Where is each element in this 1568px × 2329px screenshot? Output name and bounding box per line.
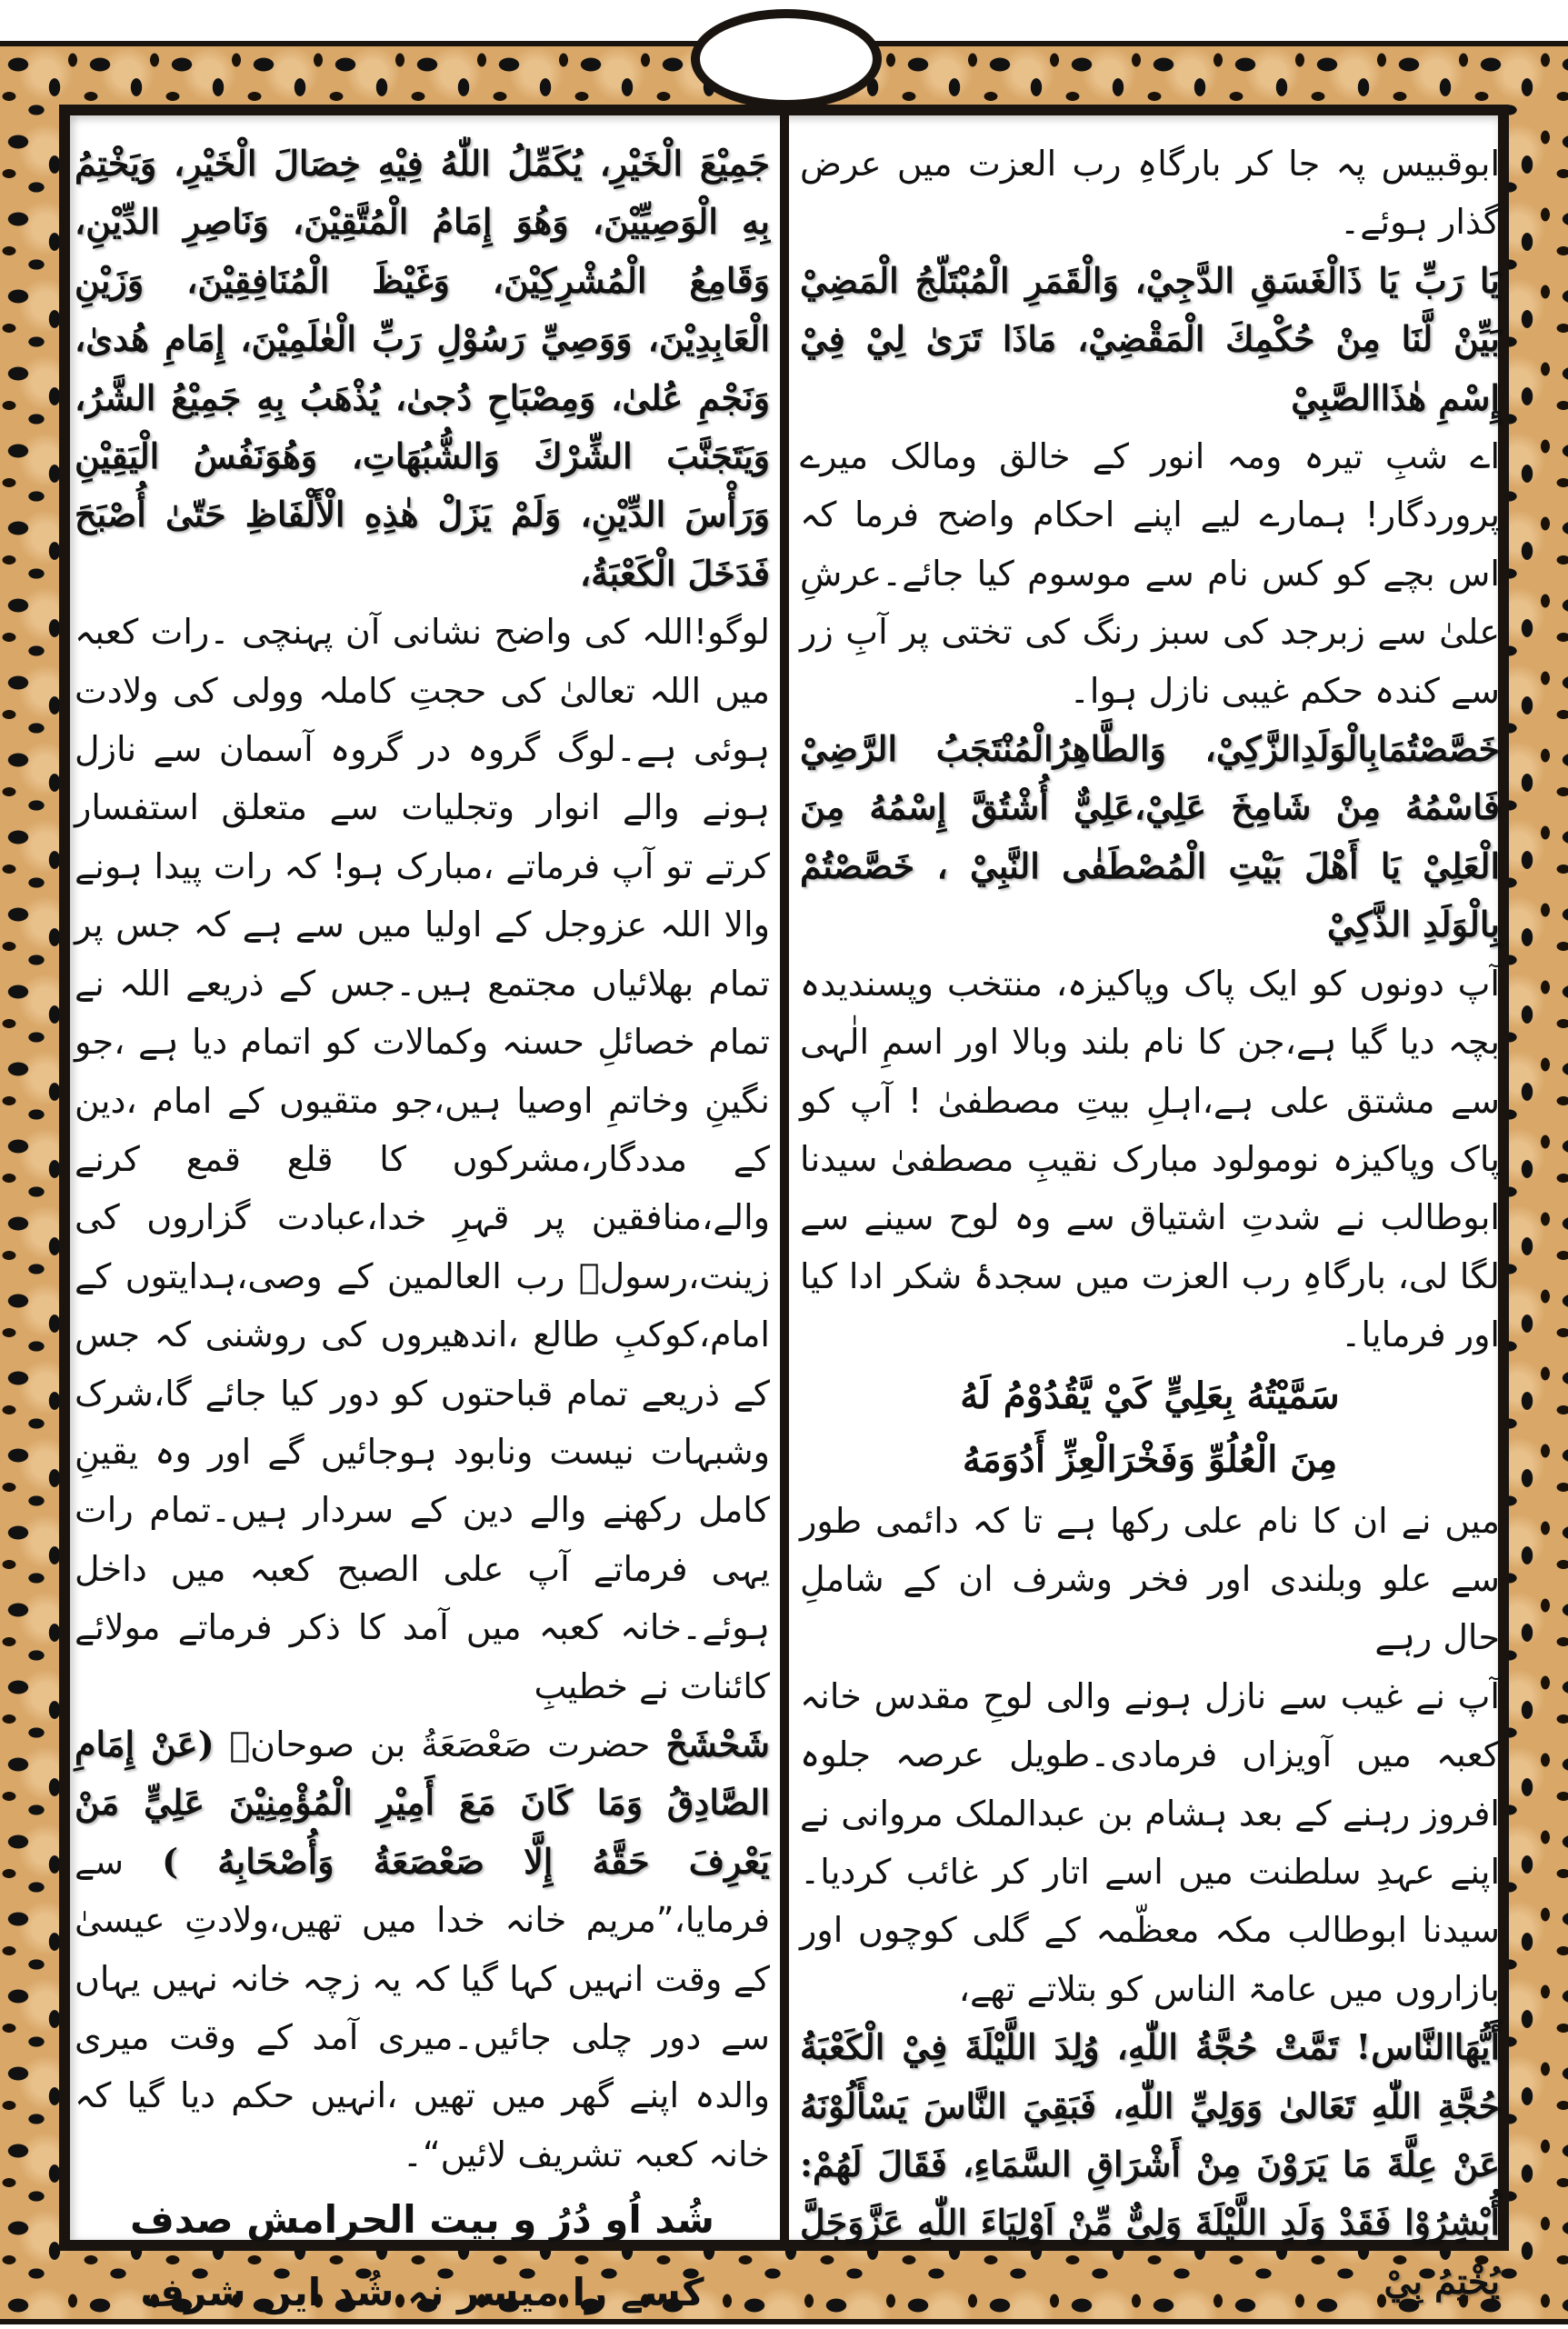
left-arabic-title: شَحْشَحْ (665, 1723, 771, 1764)
right-paragraph-4: میں نے ان کا نام علی رکھا ہے تا کہ دائمی طور سے علو وبلندی اور فخر وشرف ان کے شاملِ حال رہے (800, 1500, 1500, 1658)
right-column (800, 135, 1500, 2311)
right-paragraph-1: ابوقبیس پہ جا کر بارگاہِ رب العزت میں عرض گذار ہوئے۔ (800, 144, 1500, 243)
left-arabic-narration: (عَنْ إِمَامِ الصَّادِقُ وَمَا كَانَ مَعَ أَمِيْرِ الْمُؤْمِنِيْنَ عَلِيٍّ مَنْ يَعْرِفَ حَقَّهُ إِلَّا صَعْصَعَةُ وَأُصْحَابِهُ ) (75, 1723, 770, 1882)
right-verse-line-2: مِنَ الْعُلُوِّ وَفَخْرَالْعِزِّ أَدُوَمَهُ (962, 1437, 1338, 1481)
left-name-sasaa: حضرت صَعْصَعَةُ بن صوحانؓ (229, 1724, 666, 1764)
left-paragraph-1: لوگو!اللہ کی واضح نشانی آن پہنچی ۔رات کعبہ میں اللہ تعالیٰ کی حجتِ کاملہ وولی کی ولادت ہوئی ہے۔لوگ گروہ در گروہ آسمان سے نازل ہونے والے انوار وتجلیات سے متعلق استفسار کرتے تو آپ فرماتے ،مبارک ہو! کہ رات پیدا ہونے والا اللہ عزوجل کے اولیا میں سے ہے کہ جس پر تمام بھلائیاں مجتمع ہیں۔جس کے ذریعے اللہ نے تمام خصائلِ حسنہ وکمالات کو اتمام دیا ہے ،جو نگینِ وخاتمِ اوصیا ہیں،جو متقیوں کے امام ،دین کے مددگار،مشرکوں کا قلع قمع کرنے والے،منافقین پر قہرِ خدا،عبادت گزاروں کی زینت،رسولؐ رب العالمین کے وصی،ہدایتوں کے امام،کوکبِ طالع ،اندھیروں کی روشنی کہ جس کے ذریعے تمام قباحتوں کو دور کیا جائے گا،شرک وشبہات نیست ونابود ہوجائیں گے اور وہ یقینِ کامل رکھنے والے دین کے سردار ہیں۔تمام رات یہی فرماتے آپ علی الصبح کعبہ میں داخل ہوئے۔خانہ کعبہ میں آمد کا ذکر فرماتے مولائے کائنات نے خطیبِ (75, 612, 770, 1706)
right-paragraph-3: آپ دونوں کو ایک پاک وپاکیزہ، منتخب وپسندیدہ بچہ دیا گیا ہے،جن کا نام بلند وبالا اور اسمِ الٰہی سے مشتق علی ہے،اہلِ بیتِ مصطفیٰ ! آپ کو پاک وپاکیزہ نومولود مبارک نقیبِ مصطفیٰ سیدنا ابوطالب نے شدتِ اشتیاق سے وہ لوح سینے سے لگا لی، بارگاہِ رب العزت میں سجدۂ شکر ادا کیا اور فرمایا۔ (800, 963, 1500, 1355)
right-arabic-supplication: یَا رَبِّ یَا ذَالْغَسَقِ الدَّجِيْ، وَالْقَمَرِ الْمُبْتَلّجُ الْمَضِيْ بَیِّنْ لَّنَا مِنْ حُکْمِكَ الْمَقْضِيْ، مَاذَا تَرَىٰ لِيْ فِيْ إِسْمِ هٰذَاالصَّبِيْ (800, 259, 1500, 418)
top-oval-medallion (691, 9, 882, 109)
right-arabic-announcement: أَيُّهَاالنَّاس! تَمَّتْ حُجَّةُ اللّٰهِ، وُلِدَ اللَّيْلَةَ فِيْ الْكَعْبَةُ حُجَّةِ اللّٰهِ تَعَالىٰ وَوَلِيِّ اللّٰهِ، فَبَقِيَ النَّاسَ يَسْأَلُوْنَهُ عَنْ عِلَّةَ مَا يَرَوْنَ مِنْ أَشْرَاقِ السَّمَاءِ، فَقَالَ لَهُمْ: أُبْشِرُوْا فَقَدْ وَلَدِ اللَّيْلَةَ وَلِيٌّ مِّنْ اَوْلِيَاءَ اللّٰهِ عَزَّوَجَلَّ يُخْتِمُ بِيْ (800, 2026, 1500, 2302)
left-paragraph-2-urdu: سے فرمایا،”مریم خانہ خدا میں تھیں،ولادتِ عیسیٰ کے وقت انہیں کہا گیا کہ یہ زچہ خانہ نہیں یہاں سے دور چلی جائیں۔میری آمد کے وقت میری والدہ اپنے گھر میں تھیں ،انہیں حکم دیا گیا کہ خانہ کعبہ تشریف لائیں“۔ (75, 1841, 770, 2174)
left-column (75, 135, 770, 2329)
left-arabic-continuation: جَمِيْعَ الْخَيْرِ، يُكَمِّلُ اللّٰهُ فِيْهِ خِصَالَ الْخَيْرِ، وَيَخْتِمُ بِهِ الْوَصِيِّيْنَ، وَهُوَ إِمَامُ الْمُتَّقِيْنَ، وَنَاصِرِ الدِّيْنِ، وَقَامِعُ الْمُشْرِكِيْنَ، وَغَيْظَ الْمُنَافِقِيْنَ، وَزَيْنِ الْعَابِدِيْنَ، وَوَصِيِّ رَسُوْلِ رَبِّ الْعٰلَمِيْنَ، إِمَامِ هُدىٰ، وَنَجْمِ عُلىٰ، وَمِصْبَاحِ دُجىٰ، يُذْهَبُ بِهِ جَمِيْعُ الشَّرُ، وَيَتَجَنَّبَ الشِّرْكَ وَالشُّبُهَاتِ، وَهُوَنَفُسُ الْيَقِيْنِ وَرَأْسَ الدِّيْنِ، وَلَمْ يَزَلْ هٰذِهِ الْأَلْفَاظِ حَتّىٰ أُصْبَحَ فَدَخَلَ الْكَعْبَةُ، (75, 143, 770, 594)
left-persian-couplet-2: کسے را میسر نہ شُد ایں شرف (140, 2270, 704, 2315)
right-paragraph-2: اے شبِ تیرہ ومہ انور کے خالق ومالک میرے پروردگار! ہمارے لیے اپنے احکام واضح فرما کہ اس بچے کو کس نام سے موسوم کیا جائے۔عرشِ علیٰ سے زبرجد کی سبز رنگ کی تختی پر آبِ زر سے کندہ حکم غیبی نازل ہوا۔ (800, 436, 1500, 711)
column-divider (780, 105, 789, 2251)
left-persian-couplet-1: شُد اُو دُرُ و بیت الحرامش صدف (130, 2197, 714, 2243)
right-paragraph-5: آپ نے غیب سے نازل ہونے والی لوحِ مقدس خانہ کعبہ میں آویزاں فرمادی۔طویل عرصہ جلوہ افروز رہنے کے بعد ہشام بن عبدالملک مروانی نے اپنے عہدِ سلطنت میں اسے اتار کر غائب کردیا۔سیدنا ابوطالب مکہ معظّمہ کے گلی کوچوں اور بازاروں میں عامۃ الناس کو بتلاتے تھے، (800, 1675, 1500, 2009)
right-verse-line-1: سَمَّيْتُهُ بِعَلِيٍّ كَيْ يَّقُدُوْمُ لَهُ (960, 1374, 1340, 1417)
left-paragraph-2 (75, 1715, 770, 2184)
right-arabic-tablet-text: خَصَّصْتُمَابِالْوَلَدِالزَّكِيْ، وَالطَّاهِرُالْمُنْتَجَبُ الرَّضِيْ فَاسْمُهُ مِنْ شَامِخَ عَلِيْ،عَلِيٌّ أُشْتُقَّ إِسْمُهُ مِنَ الْعَلِيْ يَا أَهْلَ بَيْتِ الْمُصْطَفٰى النَّبِيْ ، خَصَّصْتُمْ بِالْوَلَدِ الذَّكِيْ (800, 728, 1500, 945)
